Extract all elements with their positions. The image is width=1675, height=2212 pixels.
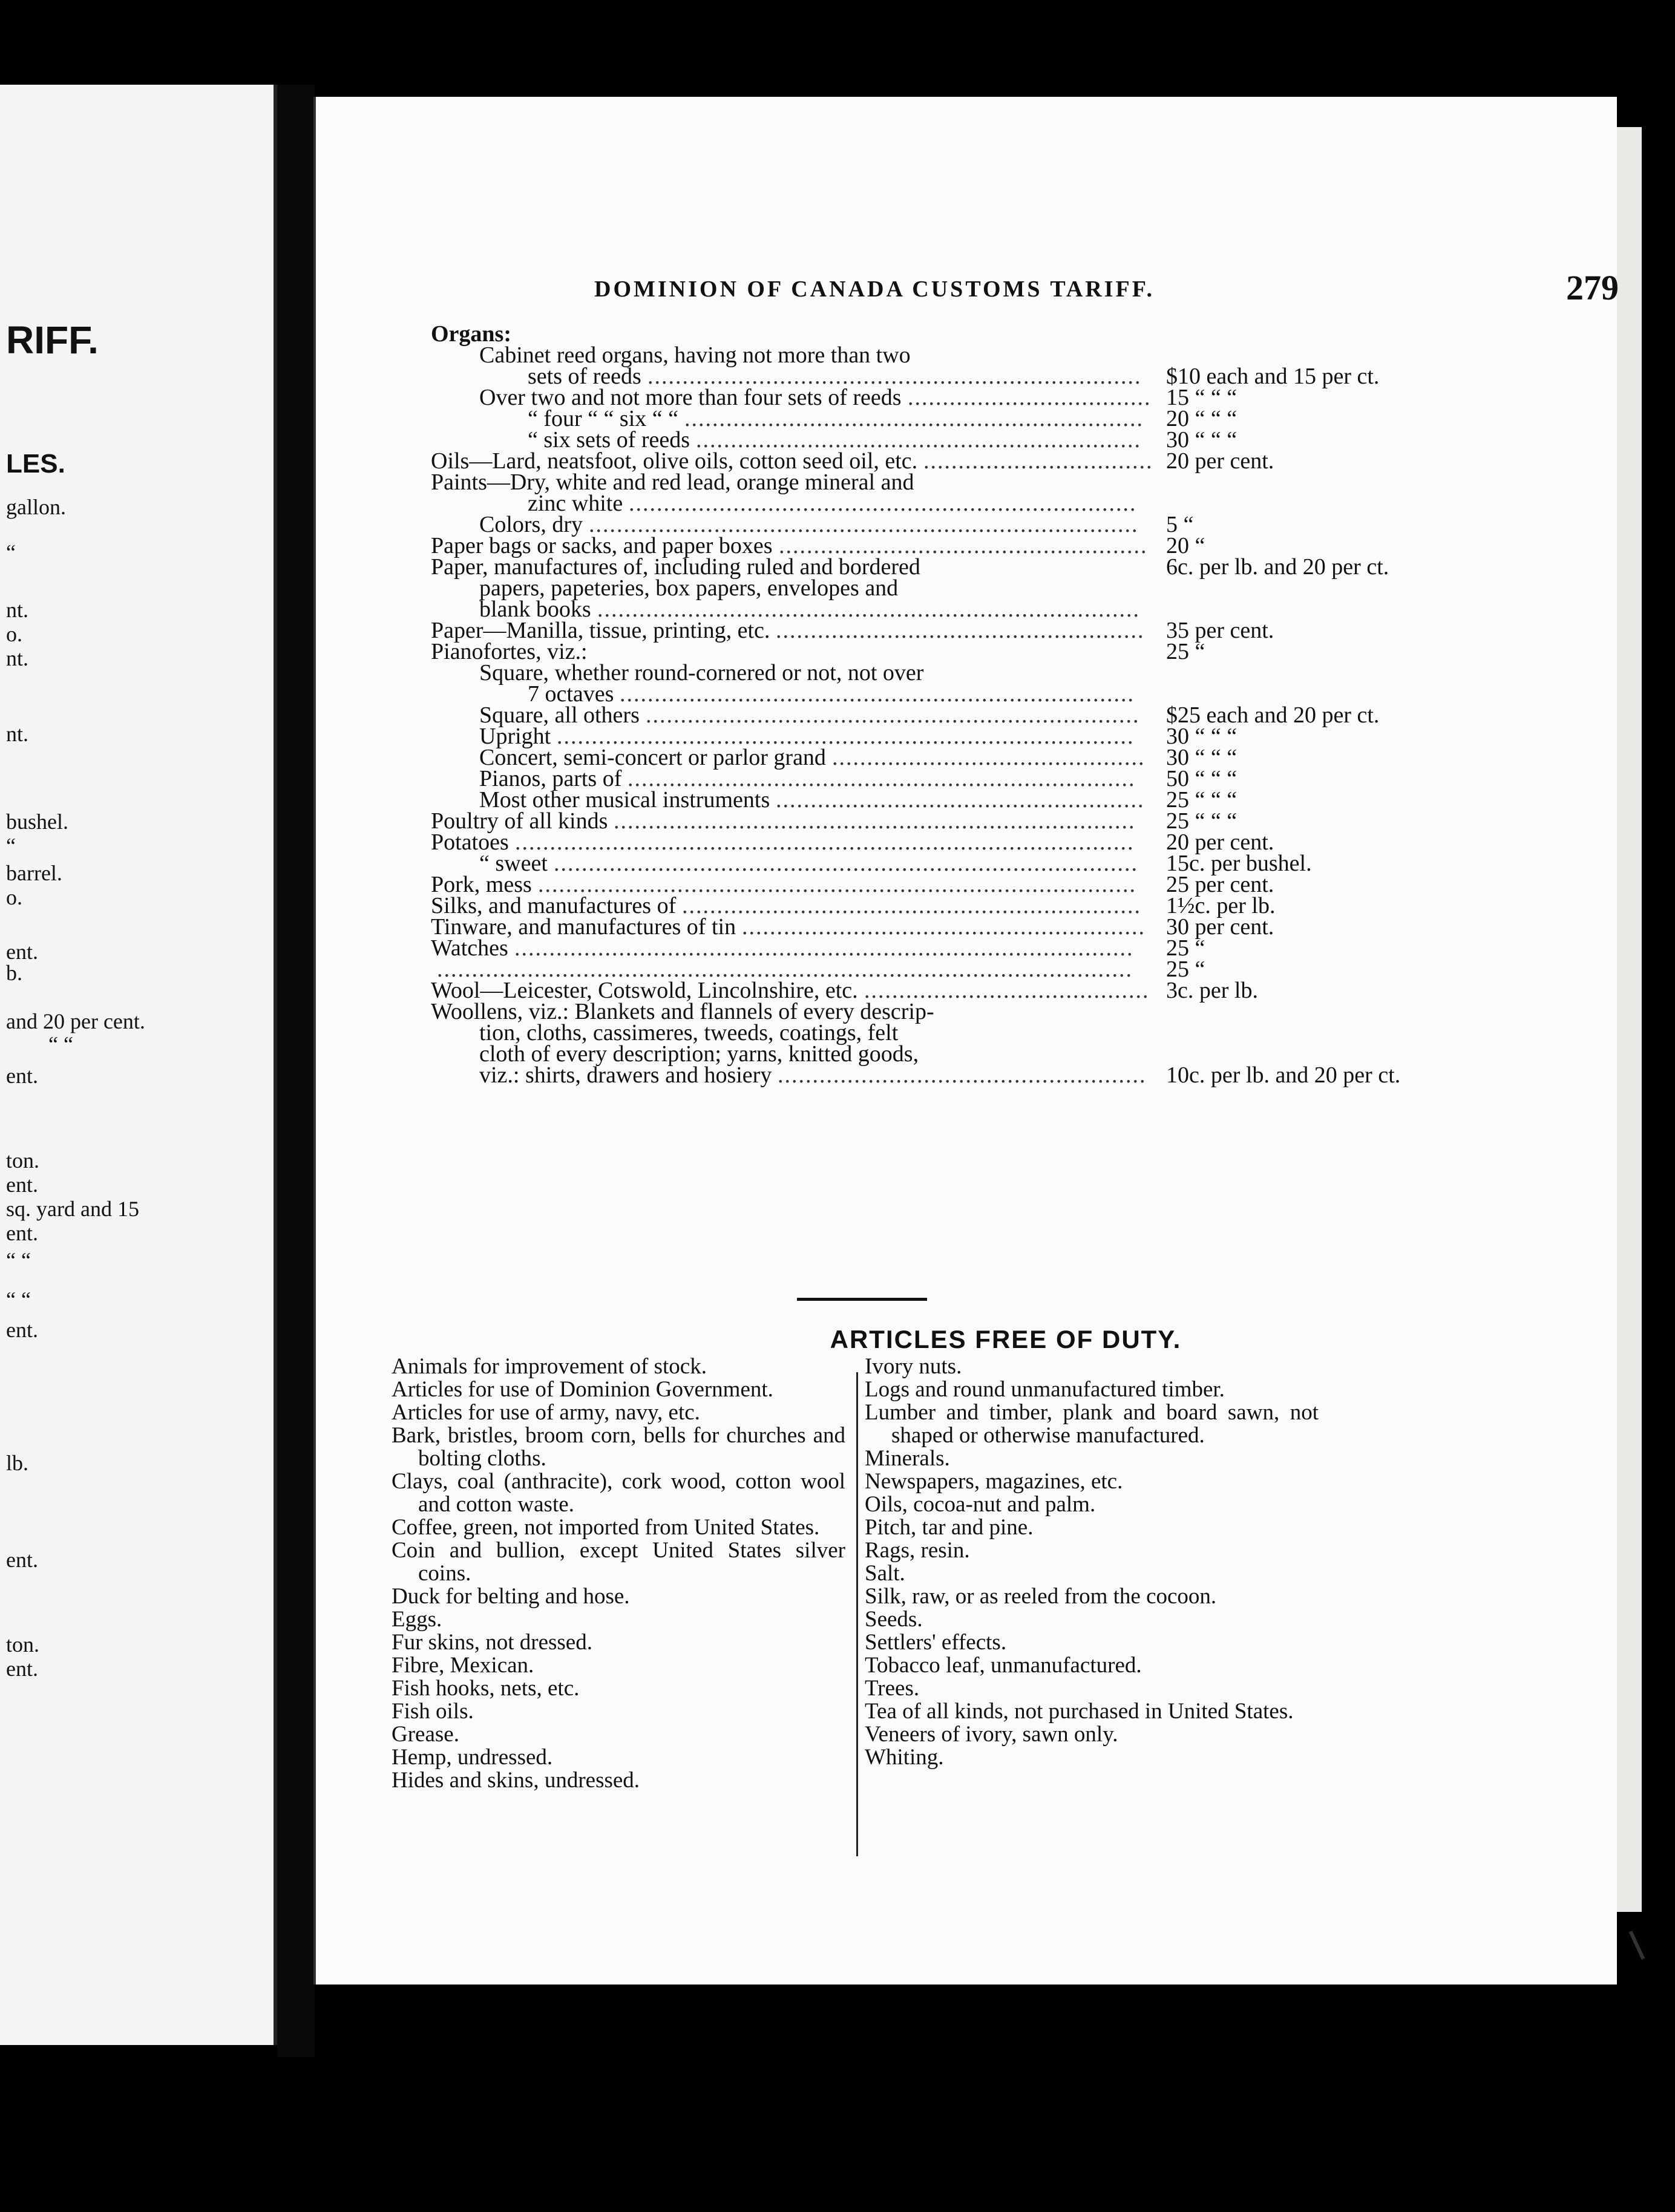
tariff-rate: 15 “ “ “ [1166, 385, 1237, 410]
leader-dots: ......................................................................... [628, 768, 1136, 790]
facing-page-fragment: ent. [6, 1318, 38, 1342]
tariff-rate: 50 “ “ “ [1166, 766, 1237, 791]
free-item: Articles for use of Dominion Government. [392, 1377, 773, 1402]
facing-page-fragment: b. [6, 961, 22, 985]
tariff-row [431, 427, 1629, 453]
tariff-rate: 20 “ [1166, 533, 1205, 558]
tariff-item: Concert, semi-concert or parlor grand [479, 745, 826, 770]
leader-dots: ............................................................................... [589, 514, 1139, 535]
tariff-rate: 15c. per bushel. [1166, 851, 1312, 876]
facing-page-fragment: ent. [6, 1548, 38, 1572]
free-item: Duck for belting and hose. [392, 1584, 630, 1609]
tariff-row [431, 535, 1629, 557]
free-item: Coffee, green, not imported from United States. [392, 1515, 820, 1540]
tariff-rate: 30 per cent. [1166, 914, 1274, 940]
free-item: Pitch, tar and pine. [865, 1515, 1034, 1540]
tariff-rate: 6c. per lb. and 20 per ct. [1166, 554, 1389, 580]
tariff-item: tion, cloths, cassimeres, tweeds, coatings, felt [479, 1020, 899, 1045]
tariff-item: zinc white [528, 491, 623, 516]
facing-page-fragment: ent. [6, 1221, 38, 1245]
leader-dots: ..................................................... [778, 1065, 1147, 1086]
leader-dots: .............................................................................. [597, 599, 1140, 620]
tariff-row [431, 1020, 1629, 1045]
facing-page-fragment: ent. [6, 1657, 38, 1681]
tariff-item: Tinware, and manufactures of tin [431, 914, 736, 940]
tariff-rate: 20 per cent. [1166, 448, 1274, 474]
tariff-item: “ sweet [479, 851, 548, 876]
tariff-row [431, 575, 1629, 601]
tariff-rate: 25 “ “ “ [1166, 808, 1237, 834]
header-title: DOMINION OF CANADA CUSTOMS TARIFF. [594, 276, 1155, 302]
free-item: Fish oils. [392, 1699, 474, 1724]
tariff-row [431, 787, 1629, 813]
leader-dots: ........................................................................... [614, 811, 1136, 832]
tariff-list [431, 321, 1629, 1088]
free-left-column [392, 1355, 845, 1792]
page-number: 279 [1566, 268, 1619, 307]
tariff-item: Upright [479, 724, 551, 749]
tariff-row [431, 832, 1629, 853]
free-item: Settlers' effects. [865, 1630, 1007, 1655]
facing-page-fragment: LES. [6, 449, 65, 479]
tariff-row [431, 472, 1629, 493]
tariff-rate: 3c. per lb. [1166, 978, 1258, 1003]
facing-page-fragment: ent. [6, 940, 38, 964]
tariff-rate: 25 “ [1166, 935, 1205, 961]
facing-page-fragment: ent. [6, 1064, 38, 1088]
tariff-item: Paper bags or sacks, and paper boxes [431, 533, 773, 558]
tariff-item: Most other musical instruments [479, 787, 770, 813]
facing-page-fragment: bushel. [6, 810, 68, 834]
free-of-duty-heading: ARTICLES FREE OF DUTY. [830, 1325, 1182, 1353]
page-279 [313, 97, 1617, 1985]
tariff-row [431, 387, 1629, 408]
free-item: Rags, resin. [865, 1538, 970, 1563]
free-item: Ivory nuts. [865, 1354, 962, 1379]
section-rule [797, 1298, 927, 1301]
facing-page-fragment: sq. yard and 15 [6, 1197, 139, 1221]
free-item: Logs and round unmanufactured timber. [865, 1377, 1225, 1402]
free-item: Tea of all kinds, not purchased in United States. [865, 1699, 1294, 1724]
tariff-row [431, 366, 1629, 387]
free-item: Tobacco leaf, unmanufactured. [865, 1653, 1142, 1678]
free-item: Coin and bullion, except United States silver coins. [392, 1538, 845, 1586]
leader-dots: ................................. [923, 451, 1153, 472]
leader-dots: .................................................................. [684, 408, 1144, 430]
tariff-rate: 20 per cent. [1166, 830, 1274, 855]
facing-page-fragment: RIFF. [6, 318, 99, 362]
facing-page-fragment: ton. [6, 1632, 40, 1657]
facing-page-fragment: barrel. [6, 861, 62, 885]
facing-page-fragment: o. [6, 622, 22, 646]
facing-page-fragment: “ “ [6, 1288, 31, 1312]
free-item: Oils, cocoa-nut and palm. [865, 1492, 1096, 1517]
tariff-row [431, 681, 1629, 707]
leader-dots: ..................................................... [779, 535, 1148, 557]
leader-dots: ................................................................................... [557, 726, 1135, 747]
tariff-item: papers, papeteries, box papers, envelopes and [479, 575, 899, 601]
tariff-rate: 25 per cent. [1166, 872, 1274, 897]
tariff-item: Silks, and manufactures of [431, 893, 677, 918]
tariff-row [431, 768, 1629, 790]
free-item: Veneers of ivory, sawn only. [865, 1722, 1118, 1747]
leader-dots: ......................................................................................... [515, 832, 1135, 853]
tariff-row [431, 493, 1629, 514]
free-item: Trees. [865, 1676, 920, 1701]
tariff-rate: 25 “ [1166, 639, 1205, 664]
leader-dots: .................................................................................... [554, 853, 1138, 874]
facing-page-fragment: and 20 per cent. [6, 1009, 145, 1033]
tariff-item: “ six sets of reeds [528, 427, 690, 453]
tariff-rate: 35 per cent. [1166, 618, 1274, 643]
tariff-row [431, 702, 1629, 728]
leader-dots: .................................................................................................... [437, 959, 1133, 980]
column-divider [856, 1372, 858, 1856]
tariff-item: Paints—Dry, white and red lead, orange mineral and [431, 470, 914, 495]
tariff-item: Potatoes [431, 830, 509, 855]
tariff-rate: 30 “ “ “ [1166, 724, 1237, 749]
free-item: Whiting. [865, 1745, 944, 1770]
tariff-item: Watches [431, 935, 508, 961]
tariff-item: Pianofortes, viz.: [431, 639, 588, 664]
tariff-rate: 25 “ “ “ [1166, 787, 1237, 813]
tariff-item: Woollens, viz.: Blankets and flannels of every descrip- [431, 999, 934, 1024]
leader-dots: ................................... [908, 387, 1152, 408]
tariff-item: Paper—Manilla, tissue, printing, etc. [431, 618, 770, 643]
leader-dots: ......................................... [864, 980, 1150, 1001]
facing-page-fragment: “ “ [48, 1032, 73, 1056]
tariff-item: 7 octaves [528, 681, 614, 707]
facing-page-fragment: nt. [6, 646, 29, 670]
tariff-row [431, 620, 1629, 641]
tariff-item: Pork, mess [431, 872, 532, 897]
tariff-item: Square, all others [479, 702, 640, 728]
tariff-row [431, 641, 1629, 663]
tariff-row [431, 935, 1629, 961]
facing-page [0, 85, 277, 2045]
tariff-item: cloth of every description; yarns, knitted goods, [479, 1041, 919, 1067]
free-item: Hemp, undressed. [392, 1745, 553, 1770]
tariff-item: Over two and not more than four sets of reeds [479, 385, 902, 410]
tariff-rate: $10 each and 15 per ct. [1166, 364, 1380, 389]
free-item: Lumber and timber, plank and board sawn, not shaped or otherwise manufactured. [865, 1400, 1319, 1448]
tariff-row [431, 514, 1629, 535]
leader-dots: ...................................................................................... [538, 874, 1136, 895]
tariff-row [431, 853, 1629, 874]
free-item: Fibre, Mexican. [392, 1653, 534, 1678]
tariff-item: blank books [479, 597, 591, 622]
tariff-item: viz.: shirts, drawers and hosiery [479, 1062, 772, 1088]
leader-dots: ................................................................ [696, 430, 1141, 451]
free-item: Minerals. [865, 1446, 950, 1471]
facing-page-fragment: nt. [6, 598, 29, 622]
tariff-item: sets of reeds [528, 364, 641, 389]
tariff-rate: 20 “ “ “ [1166, 406, 1237, 431]
tariff-item: Pianos, parts of [479, 766, 622, 791]
free-item: Animals for improvement of stock. [392, 1354, 707, 1379]
facing-page-fragment: ent. [6, 1173, 38, 1197]
free-item: Salt. [865, 1561, 905, 1586]
tariff-item: Colors, dry [479, 512, 583, 537]
leader-dots: ....................................................................... [647, 366, 1142, 387]
free-item: Articles for use of army, navy, etc. [392, 1400, 700, 1425]
tariff-item: Square, whether round-cornered or not, not over [479, 660, 924, 686]
tariff-row [431, 321, 1629, 347]
book-gutter [277, 85, 315, 2057]
facing-page-fragment: “ [6, 834, 16, 858]
tariff-rate: 1½c. per lb. [1166, 893, 1276, 918]
tariff-row [431, 342, 1629, 368]
facing-page-fragment: gallon. [6, 495, 66, 519]
tariff-row [431, 408, 1629, 430]
facing-page-fragment: “ “ [6, 1248, 31, 1272]
leader-dots: ..................................................... [776, 620, 1145, 641]
free-item: Clays, coal (anthracite), cork wood, cotton wool and cotton waste. [392, 1469, 845, 1517]
tariff-row [431, 1001, 1629, 1023]
tariff-row [431, 448, 1629, 474]
tariff-row [431, 1041, 1629, 1067]
leader-dots: ......................................................................................... [514, 938, 1134, 959]
tariff-rate: 10c. per lb. and 20 per ct. [1166, 1062, 1401, 1088]
facing-page-fragment: o. [6, 885, 22, 909]
tariff-item: Poultry of all kinds [431, 808, 608, 834]
tariff-row [431, 599, 1629, 620]
tariff-item: Oils—Lard, neatsfoot, olive oils, cotton seed oil, etc. [431, 448, 918, 474]
tariff-row [431, 980, 1629, 1001]
free-item: Silk, raw, or as reeled from the cocoon. [865, 1584, 1217, 1609]
free-item: Newspapers, magazines, etc. [865, 1469, 1123, 1494]
free-item: Fur skins, not dressed. [392, 1630, 592, 1655]
leader-dots: .................................................................. [682, 895, 1141, 917]
tariff-row [431, 808, 1629, 834]
free-item: Grease. [392, 1722, 459, 1747]
tariff-row [431, 874, 1629, 895]
tariff-row [431, 1062, 1629, 1088]
tariff-row [431, 959, 1629, 980]
leader-dots: ....................................................................... [646, 705, 1140, 726]
tariff-row [431, 747, 1629, 768]
tariff-item: Cabinet reed organs, having not more than two [479, 342, 911, 368]
tariff-rate: 5 “ [1166, 512, 1194, 537]
tariff-rate: 25 “ [1166, 957, 1205, 982]
free-item: Fish hooks, nets, etc. [392, 1676, 580, 1701]
tariff-row [431, 895, 1629, 917]
tariff-row [431, 660, 1629, 686]
tariff-item: “ four “ “ six “ “ [528, 406, 678, 431]
free-item: Eggs. [392, 1607, 442, 1632]
running-header [594, 265, 1623, 307]
free-item: Seeds. [865, 1607, 923, 1632]
tariff-rate: 30 “ “ “ [1166, 427, 1237, 453]
facing-page-fragment: “ [6, 540, 16, 564]
leader-dots: .......................................................... [742, 917, 1146, 938]
leader-dots: ..................................................... [776, 790, 1145, 811]
leader-dots: ......................................................................... [629, 493, 1137, 514]
facing-page-fragment: lb. [6, 1451, 29, 1475]
facing-page-fragment: ton. [6, 1148, 40, 1173]
free-right-column [865, 1355, 1319, 1769]
tariff-rate: $25 each and 20 per ct. [1166, 702, 1380, 728]
tariff-item: Paper, manufactures of, including ruled and bordered [431, 554, 920, 580]
tariff-row [431, 726, 1629, 747]
facing-page-fragment: nt. [6, 722, 29, 746]
tariff-row [431, 554, 1629, 580]
tariff-item: Organs: [431, 321, 511, 347]
tariff-item: Wool—Leicester, Cotswold, Lincolnshire, etc. [431, 978, 858, 1003]
tariff-row [431, 914, 1629, 940]
leader-dots: .......................................................................... [620, 684, 1135, 705]
leader-dots: ............................................. [832, 747, 1146, 768]
stray-mark [1629, 1931, 1645, 1960]
free-item: Hides and skins, undressed. [392, 1768, 640, 1793]
tariff-rate: 30 “ “ “ [1166, 745, 1237, 770]
free-item: Bark, bristles, broom corn, bells for churches and bolting cloths. [392, 1423, 845, 1471]
